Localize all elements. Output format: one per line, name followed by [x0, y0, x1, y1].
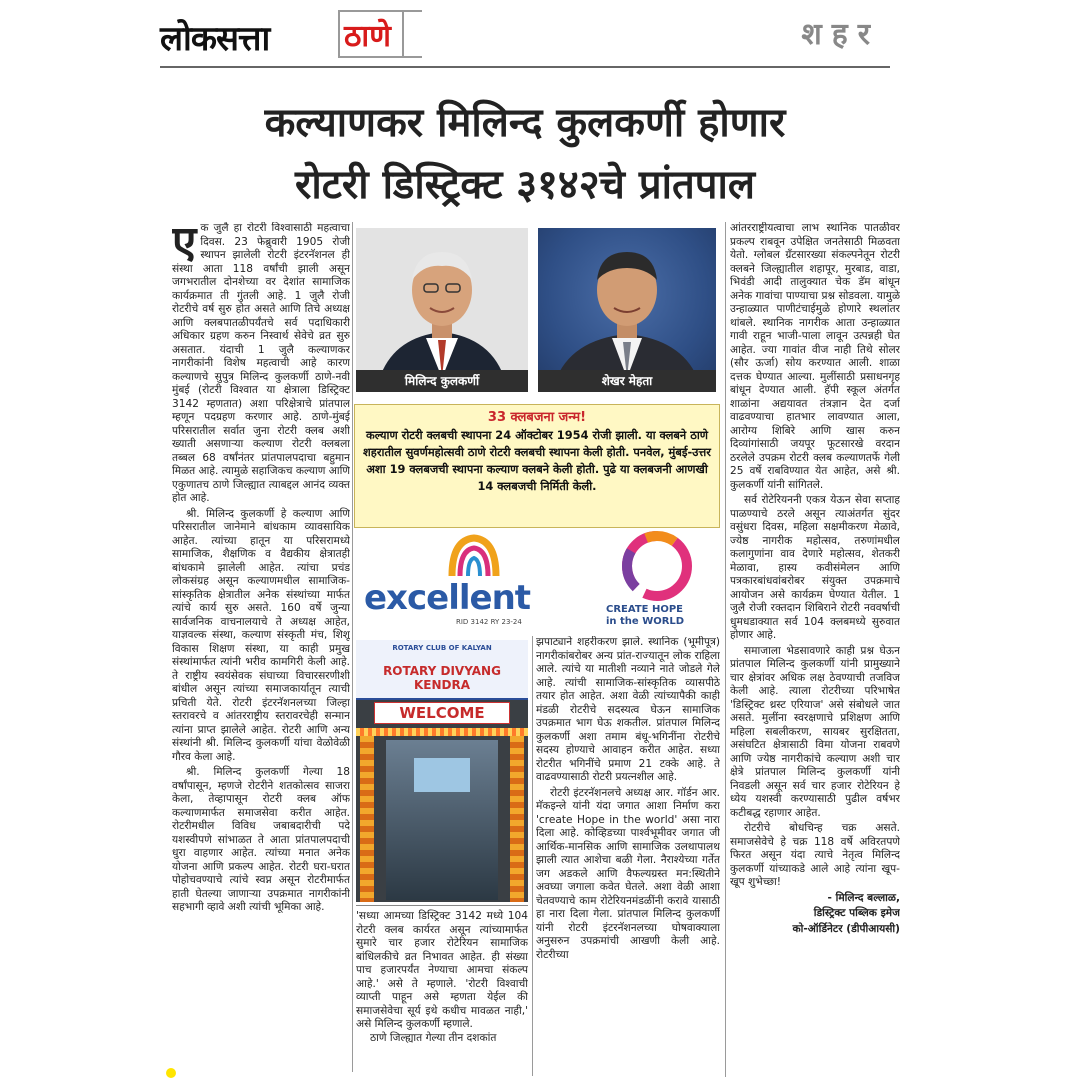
highlight-box-title: 33 क्लबजना जन्म! — [487, 410, 587, 425]
quote-tail: ठाणे जिल्ह्यात गेल्या तीन दशकांत — [370, 1031, 497, 1044]
article-column-2 — [536, 636, 720, 1076]
section-tag: शहर — [801, 17, 880, 52]
masthead — [160, 6, 880, 68]
newspaper-logo: लोकसत्ता — [160, 19, 270, 59]
create-hope-line-2: in the WORLD — [606, 616, 685, 627]
portrait-illustration — [356, 228, 528, 392]
excellent-logo — [356, 528, 578, 634]
headline-line-2: रोटरी डिस्ट्रिक्ट ३१४२चे प्रांतपाल — [295, 162, 755, 208]
photo-caption: शेखर मेहता — [538, 370, 716, 392]
signboard-kendra-name: ROTARY DIVYANG KENDRA — [383, 664, 501, 692]
author-name: - मिलिन्द बल्लाळ, — [827, 891, 900, 904]
paragraph: रोटरीचे बोधचिन्ह चक्र असते. समाजसेवेचे हे चक्र 118 वर्षे अविरतपणे फिरत असून यंदा त्याचे नेतृत्व मिलिन्द कुलकर्णी यांच्याकडे आले आहे त्यांना खूप-खूप शुभेच्छा! — [730, 822, 900, 888]
paragraph: सर्व रोटेरियननी एकत्र येऊन सेवा सप्ताह पाळण्याचे ठरले असून त्याअंतर्गत सुंदर वसुंधरा दिवस, महिला सक्षमीकरण मेळावे, ज्येष्ठ नागरीक महोत्सव, तरुणांमधील कलागुणांना वाव देणारे महोत्सव, शेतकरी मेळावा, हास्य कवीसंमेलन आणि पत्रकारबांधवांबरोबर संयुक्त उपक्रमाचे आयोजन असे कार्यक्रम घेण्यात येतील. 1 जुलै रोजी रक्तदान शिबिराने रोटरी नववर्षाची धुमधडाक्यात सर्व 104 क्लबमध्ये सुरुवात होणार आहे. — [730, 494, 900, 641]
author-role: को-ऑर्डिनेटर (डीपीआयसी) — [792, 922, 900, 935]
portrait-photo-milind — [356, 228, 528, 392]
author-title: डिस्ट्रिक्ट पब्लिक इमेज — [813, 907, 900, 919]
quote-block — [356, 905, 528, 1071]
paragraph — [172, 222, 350, 506]
create-hope-emblem — [594, 528, 720, 608]
photo-caption: मिलिन्द कुलकर्णी — [356, 370, 528, 392]
excellent-logo-subtext: RID 3142 RY 23-24 — [456, 618, 522, 626]
portrait-photo-shekhar — [538, 228, 716, 392]
top-rule — [160, 66, 890, 68]
create-hope-line-1: CREATE HOPE — [606, 604, 683, 615]
paragraph: श्री. मिलिन्द कुलकर्णी गेल्या 18 वर्षांपासून, म्हणजे रोटरीने शतकोत्सव साजरा केला, तेव्हापासून रोटरी क्लब ऑफ कल्याणमार्फत समाजसेवा करीत आहेत. रोटरीमधील विविध जबाबदारीची पदे यशस्वीपणे सांभाळत ते आता प्रांतपालपदाची धुरा वाहणार आहेत. त्यांच्या मनात अनेक योजना आणि प्रकल्प आहेत. रोटरी घरा-घरात पोहोचवण्याचे त्यांचे स्वप्न असून रोटरीमार्फत हाती घेतल्या जाणाऱ्या उपक्रमात नागरीकांनी सहभागी व्हावे अशी त्यांची भूमिका आहे. — [172, 766, 350, 913]
highlight-box-body: कल्याण रोटरी क्लबची स्थापना 24 ऑक्टोबर 1954 रोजी झाली. या क्लबने ठाणे शहरातील सुवर्णमहोत्सवी ठाणे रोटरी क्लबची स्थापना केली होती. पनवेल, मुंबई-उत्तर अशा 19 क्लबजची स्थापना कल्याण क्लबने केली होती. पुढे या क्लबजनी आणखी 14 क्लबजची निर्मिती केली. — [363, 428, 711, 493]
create-hope-text — [606, 604, 684, 628]
excellent-logo-text: excellent — [364, 578, 531, 618]
highlight-box — [354, 404, 720, 528]
signboard-club-name: ROTARY CLUB OF KALYAN — [392, 644, 492, 652]
edition-bracket-right — [392, 10, 404, 58]
marigold-garland-right — [510, 736, 524, 902]
yellow-marker-dot — [166, 1068, 176, 1078]
paragraph: रोटरी इंटरनॅशनलचे अध्यक्ष आर. गॉर्डन आर. मॅकइन्ले यांनी यंदा जगात आशा निर्माण करा 'create Hope in the world' असा नारा दिला आहे. कोव्हिडच्या पार्श्वभूमीवर जगात जी आर्थिक-मानसिक आणि सामाजिक उलथापालथ झाली त्यात आशेचा बळी गेला. नैराश्येच्या गर्तेत जग अडकले आणि वैफल्यग्रस्त मन:स्थितीने अवघ्या जगाला कवेत घेतले. अशा वेळी आशा चेतवण्याचे काम रोटेरियनमंडळींनी करावे यासाठी हा नारा दिला गेला. प्रांतपाल मिलिन्द कुलकर्णी यांनी रोटरी इंटरनॅशनलच्या घोषवाक्याला अनुसरुन उपक्रमांची आखणी केली आहे. रोटरीच्या — [536, 786, 720, 961]
paragraph-text: क जुलै हा रोटरी विश्वासाठी महत्वाचा दिवस. 23 फेब्रुवारी 1905 रोजी स्थापन झालेली रोटरी इंटरनॅशनल ही संस्था आता 118 वर्षांची झाली असून जगभरातील दोनशेच्या वर देशांत सामाजिक कार्यक्रमात ती गुंतली आहे. 1 जुलै रोजी रोटरीचे वर्ष सुरु होत असते आणि तिचे अध्यक्ष आणि क्लबपातळीपर्यंतचे सर्व पदाधिकारी अधिकार ग्रहण करुन निस्वार्थ सेवेचे व्रत सुरु असतात. यंदाची 1 जुलै कल्याणकर नागरीकांनी विशेष महत्वाची आहे कारण कल्याणचे सुपुत्र मिलिन्द कुलकर्णी ठाणे-नवी मुंबई (रोटरी विश्वात या क्षेत्राला डिस्ट्रिक्ट 3142 म्हणतात) अशा परिक्षेत्राचे प्रांतपाल म्हणून पदग्रहण करणार आहे. ठाणे-मुंबई परिसरातील सर्वात जुना रोटरी क्लब अशी ख्याती असणाऱ्या कल्याण रोटरी क्लबला तब्बल 68 वर्षांनंतर प्रांतपालपदाचा बहुमान मिळत आहे. त्यामुळे सहाजिकच कल्याण आणि एकुणातच ठाणे जिल्ह्यात त्याबद्दल आनंद व्यक्त होत आहे. — [172, 222, 350, 504]
headline — [160, 92, 890, 216]
divyang-kendra-photo — [356, 640, 528, 902]
headline-line-1: कल्याणकर मिलिन्द कुलकर्णी होणार — [264, 100, 786, 146]
article-column-1 — [172, 222, 350, 1072]
festive-lights — [356, 728, 528, 736]
column-rule — [532, 636, 533, 1076]
article-column-3 — [730, 222, 900, 1077]
signboard — [356, 640, 528, 700]
marigold-garland-left — [360, 736, 374, 902]
quote-text: 'सध्या आमच्या डिस्ट्रिक्ट 3142 मध्ये 104 रोटरी क्लब कार्यरत असून त्यांच्यामार्फत सुमारे चार हजार रोटेरियन सामाजिक बांधिलकीचे व्रत निभावत आहेत. ही संख्या पाच हजारपर्यंत नेण्याचा आमचा संकल्प आहे.' असे ते म्हणाले. 'रोटरी विश्वाची व्याप्ती पाहून असे म्हणता येईल की समाजसेवेचा सूर्य इथे कधीच मावळत नाही,' असे मिलिन्द कुलकर्णी म्हणाले. — [356, 910, 528, 1030]
welcome-banner: WELCOME — [374, 702, 510, 724]
paragraph: श्री. मिलिन्द कुलकर्णी हे कल्याण आणि परिसरातील जानेमाने बांधकाम व्यावसायिक आहेत. त्यांच्या हातून या परिसरामध्ये सामाजिक, शैक्षणिक व वैद्यकीय क्षेत्रातही बांधकामे झालेली आहेत. त्यांचा प्रचंड लोकसंग्रह असून कल्याणमधील सामाजिक-सांस्कृतिक क्षेत्रातील अनेक संस्थांच्या मार्फत त्यांचे कार्य सुरु असते. 160 वर्षे जुन्या सार्वजनिक वाचनालयाचे ते अध्यक्ष आहेत, याज्ञवल्क संस्था, कल्याण संस्कृती मंच, शिशू विकास शिक्षण संस्था, या काही प्रमुख संस्थांमार्फत त्यांनी भरीव कामगिरी केली आहे. ते राष्ट्रीय स्वयंसेवक संघाच्या विचारसरणीशी बांधील असून त्यांच्या समाजकार्यातून त्याची प्रचिती येते. रोटरी इंटरनॅशनलच्या जिल्हा स्तरावरचे व आंतरराष्ट्रीय स्तरावरचेही सन्मान त्यांना प्राप्त झालेले आहेत. रोटरी आणि अन्य संस्थांनी श्री. मिलिन्द कुलकर्णी यांचा वेळोवेळी गौरव केला आहे. — [172, 507, 350, 763]
drop-cap: ए — [172, 222, 197, 268]
create-hope-logo — [594, 528, 720, 634]
paragraph: आंतरराष्ट्रीयत्वाचा लाभ स्थानिक पातळीवर प्रकल्प राबवून उपेक्षित जनतेसाठी मिळवता येतो. ग्लोबल ग्रँटसारख्या संकल्पनेतून रोटरी क्लबने जिल्ह्यातील शहापूर, मुरबाड, वाडा, भिवंडी आदी तालुक्यात चेक डॅम बांधून अनेक गावांचा पाण्याचा प्रश्न सोडवला. यामुळे उन्हाळ्यात पाणीटंचाईमुळे होणारे स्थलांतर थांबले. स्थानिक नागरीक आता उन्हाळ्यात गावी राहून भाजी-पाला लावून उत्पन्नही घेत आहेत. ज्या गावांत वीज नाही तिथे सोलर (सौर ऊर्जा) सोय करण्यात आली. शाळा दत्तक घेण्यात आल्या. मुलींसाठी प्रसाधनगृह बांधून देण्यात आली. हॅपी स्कूल अंतर्गत शाळांना अद्ययावत तंत्रज्ञान देत दर्जा वाढवण्याचा हातभार लावण्यात आला, आरोग्य शिबिरे आणि खास करुन दिव्यांगांसाठी जयपूर फूटसारखे वरदान ठरलेले उपक्रम रोटरी क्लब कल्याणतर्फे गेली 25 वर्षे राबविण्यात येत आहेत, असे श्री. कुलकर्णी यांनी सांगितले. — [730, 222, 900, 491]
paragraph: झपाट्याने शहरीकरण झाले. स्थानिक (भूमीपूत्र) नागरीकांबरोबर अन्य प्रांत-राज्यातून लोक राहिला आले. त्यांचे या मातीशी नव्याने नाते जोडले गेले आहे. त्यांची सामाजिक-सांस्कृतिक व्यासपीठे तयार होत आहेत. अशा वेळी त्यांच्यापैकी काही मंडळी रोटरीचे सदस्यत्व घेऊन सामाजिक उपक्रमात भाग घेऊ शकतील. प्रांतपाल मिलिन्द कुलकर्णी अशा तमाम बंधू-भगिनींना रोटरीचे सदस्य होण्याचे आवाहन करीत आहेत. सध्या रोटरीत भगिनींचे प्रमाण 21 टक्के आहे. ते वाढवण्यासाठी रोटरी प्रयत्नशील आहे. — [536, 636, 720, 783]
paragraph: समाजाला भेडसावणारे काही प्रश्न घेऊन प्रांतपाल मिलिन्द कुलकर्णी यांनी प्रामुख्याने चार क्षेत्रांवर अधिक लक्ष ठेवण्याची तजविज केली आहे. त्याला रोटरीच्या परिभाषेत 'डिस्ट्रिक्ट थ्रस्ट एरियाज' असे संबोधले जात असते. मुलींना स्वरक्षणाचे प्रशिक्षण आणि महिला सबलीकरण, सायबर सुरक्षितता, असंघटित क्षेत्रासाठी विमा योजना राबवणे आणि ज्येष्ठ नागरीकांचे कल्याण अशी चार क्षेत्रे प्रांतपाल मिलिन्द कुलकर्णी यांनी निवडली असून सर्व चार हजार रोटेरियन हे ध्येय यशस्वी करण्यासाठी पुढील वर्षभर कटीबद्ध रहाणार आहेत. — [730, 644, 900, 819]
column-rule — [352, 222, 353, 1072]
edition-name: ठाणे — [344, 19, 391, 54]
display-screen — [414, 758, 470, 792]
portrait-illustration — [538, 228, 716, 392]
column-rule — [725, 222, 726, 1077]
